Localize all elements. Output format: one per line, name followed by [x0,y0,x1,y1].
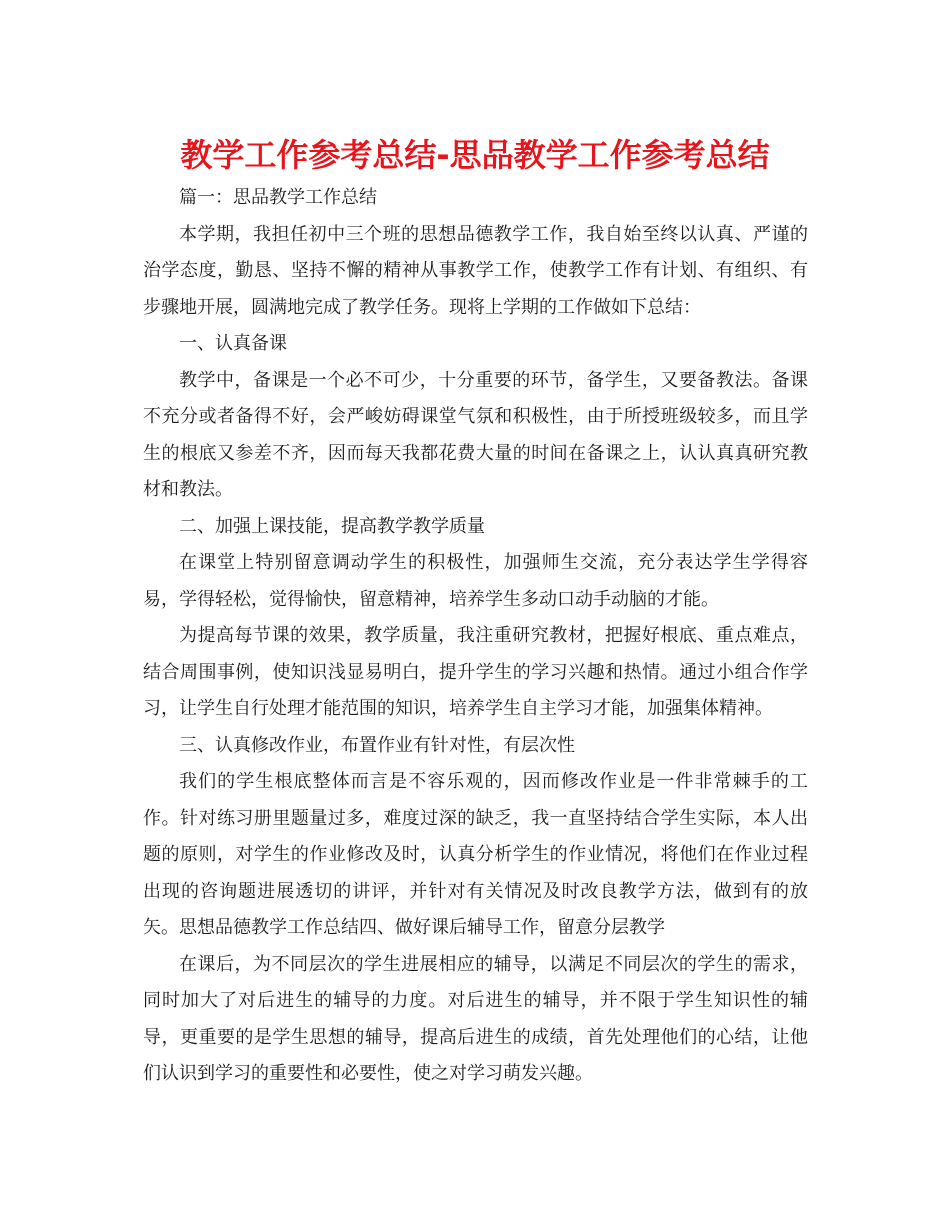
paragraph: 为提高每节课的效果，教学质量，我注重研究教材，把握好根底、重点难点，结合周围事例，使知识浅显易明白，提升学生的学习兴趣和热情。通过小组合作学习，让学生自行处理才能范围的知识，培养学生自主学习才能，加强集体精神。 [143,625,808,719]
section-heading: 三、认真修改作业，布置作业有针对性，有层次性 [179,734,575,756]
section-heading: 二、加强上课技能，提高教学教学质量 [179,515,485,537]
document-title: 教学工作参考总结-思品教学工作参考总结 [180,136,770,174]
paragraph: 在课后，为不同层次的学生进展相应的辅导，以满足不同层次的学生的需求，同时加大了对后进生的辅导的力度。对后进生的辅导，并不限于学生知识性的辅导，更重要的是学生思想的辅导，提高后进生的成绩，首先处理他们的心结，让他们认识到学习的重要性和必要性，使之对学习萌发兴趣。 [143,953,808,1084]
document-body [143,180,808,1093]
paragraph: 在课堂上特别留意调动学生的积极性，加强师生交流，充分表达学生学得容易，学得轻松，觉得愉快，留意精神，培养学生多动口动手动脑的才能。 [143,552,808,610]
paragraph: 教学中，备课是一个必不可少，十分重要的环节，备学生，又要备教法。备课不充分或者备得不好，会严峻妨碍课堂气氛和积极性，由于所授班级较多，而且学生的根底又参差不齐，因而每天我都花费大量的时间在备课之上，认认真真研究教材和教法。 [143,369,808,500]
paragraph: 我们的学生根底整体而言是不容乐观的，因而修改作业是一件非常棘手的工作。针对练习册里题量过多，难度过深的缺乏，我一直坚持结合学生实际，本人出题的原则，对学生的作业修改及时，认真分析学生的作业情况，将他们在作业过程出现的咨询题进展透切的讲评，并针对有关情况及时改良教学方法，做到有的放矢。思想品德教学工作总结四、做好课后辅导工作，留意分层教学 [143,771,808,938]
section-heading: 一、认真备课 [179,333,287,354]
section-heading: 篇一：思品教学工作总结 [179,187,377,208]
paragraph: 本学期，我担任初中三个班的思想品德教学工作，我自始至终以认真、严谨的治学态度，勤恳、坚持不懈的精神从事教学工作，使教学工作有计划、有组织、有步骤地开展，圆满地完成了教学任务。现将上学期的工作做如下总结： [143,223,808,318]
